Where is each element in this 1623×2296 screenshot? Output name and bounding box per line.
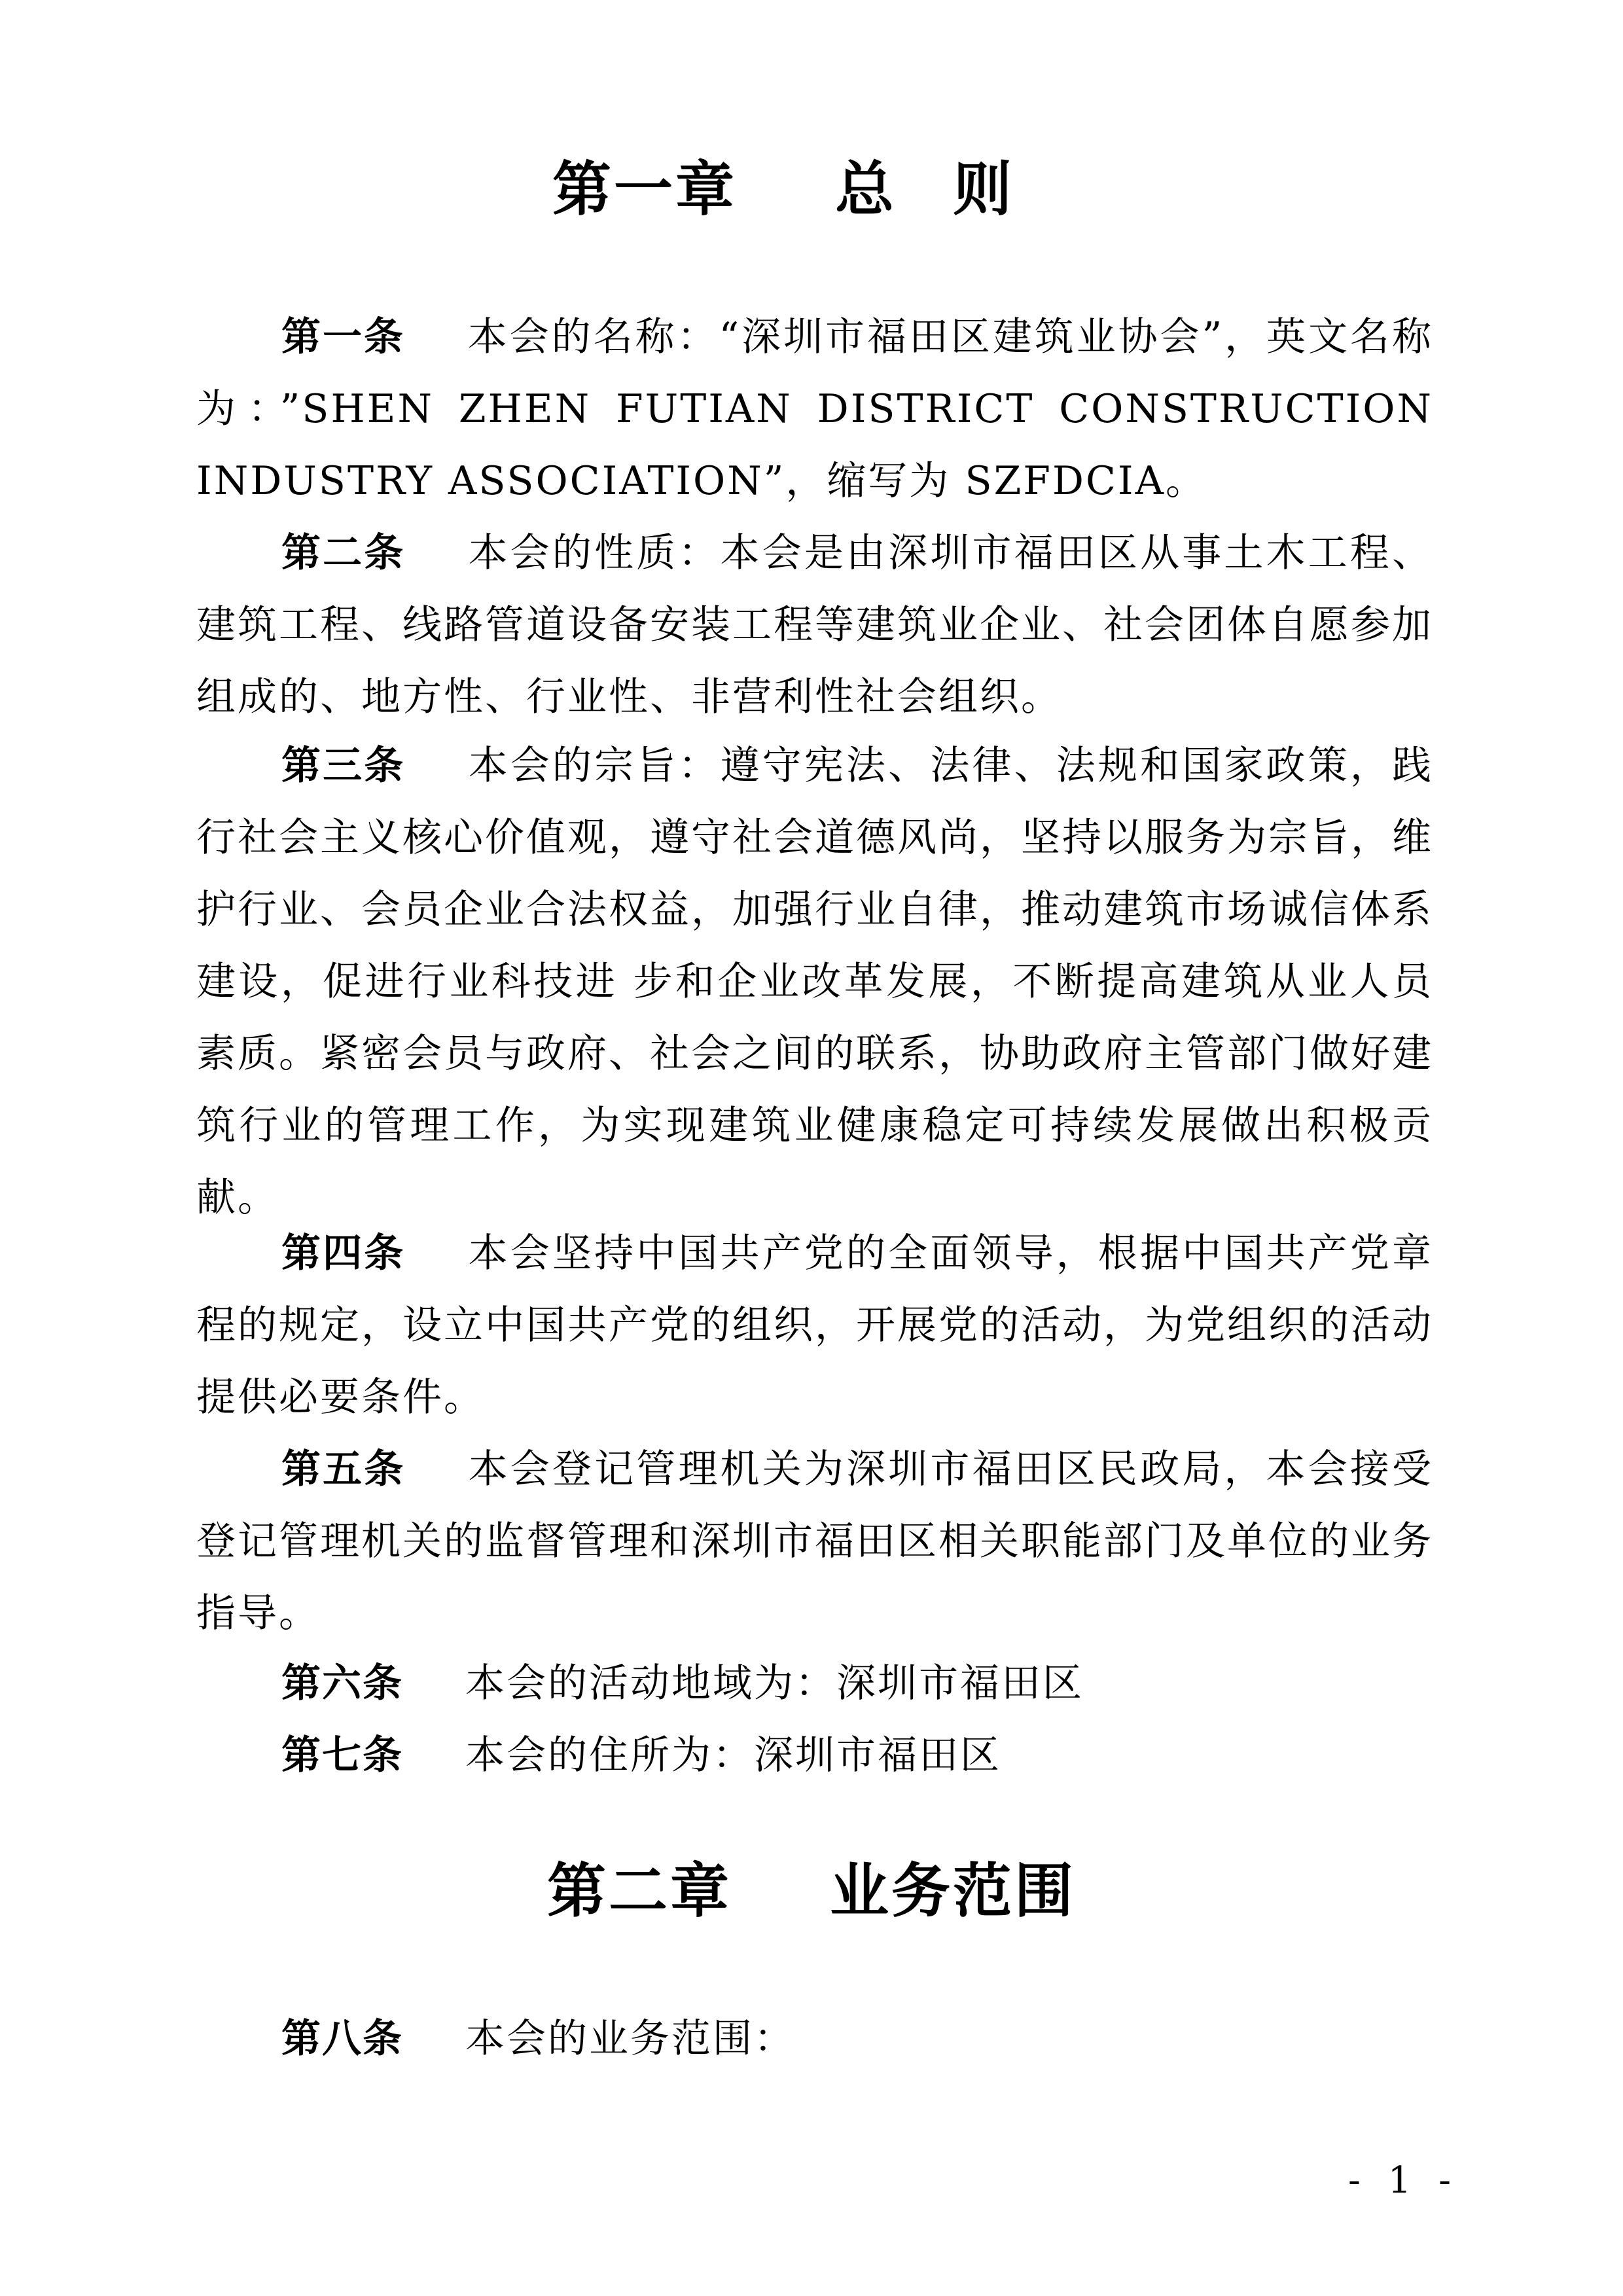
article-number: 第四条 — [281, 1230, 406, 1276]
page-number: - 1 - — [1348, 2159, 1459, 2202]
article-number: 第五条 — [281, 1446, 406, 1492]
chapter-name: 业务范围 — [830, 1857, 1076, 1926]
article-8 — [196, 2003, 1433, 2075]
article-text: 本会的住所为：深圳市福田区 — [465, 1732, 1001, 1778]
article-number: 第一条 — [281, 314, 405, 360]
article-text: 本会的性质：本会是由深圳市福田区从事土木工程、建筑工程、线路管道设备安装工程等建筑业企业、社会团体自愿参加组成的、地方性、行业性、非营利性社会组织。 — [196, 530, 1434, 720]
article-7 — [196, 1719, 1433, 1791]
chapter-name: 总则 — [835, 155, 1071, 224]
article-5 — [196, 1433, 1433, 1649]
article-2 — [196, 517, 1433, 733]
article-6 — [196, 1647, 1433, 1719]
article-text: 本会坚持中国共产党的全面领导，根据中国共产党章程的规定，设立中国共产党的组织，开展党的活动，为党组织的活动提供必要条件。 — [196, 1230, 1434, 1420]
article-number: 第六条 — [281, 1660, 403, 1706]
article-text: 本会的活动地域为：深圳市福田区 — [465, 1660, 1084, 1706]
article-number: 第三条 — [281, 743, 406, 789]
article-text: 本会的名称：“深圳市福田区建筑业协会”，英文名称为：”SHEN ZHEN FUTIAN DISTRICT CONSTRUCTION INDUSTRY ASSOCIATION”，缩写为 SZFDCIA。 — [196, 314, 1433, 504]
article-text: 本会的业务范围： — [465, 2016, 795, 2062]
article-text: 本会的宗旨：遵守宪法、法律、法规和国家政策，践行社会主义核心价值观，遵守社会道德风尚，坚持以服务为宗旨，维护行业、会员企业合法权益，加强行业自律，推动建筑市场诚信体系建设，促进行业科技进 步和企业改革发展，不断提高建筑从业人员素质。紧密会员与政府、社会之间的联系，协助政府主管部门做好建筑行业的管理工作，为实现建筑业健康稳定可持续发展做出积极贡献。 — [196, 743, 1434, 1221]
chapter-number: 第一章 — [552, 155, 737, 224]
article-number: 第八条 — [281, 2016, 403, 2062]
article-text: 本会登记管理机关为深圳市福田区民政局，本会接受登记管理机关的监督管理和深圳市福田区相关职能部门及单位的业务指导。 — [196, 1446, 1434, 1636]
chapter-title — [0, 1852, 1623, 1931]
chapter-title — [0, 151, 1623, 229]
article-1 — [196, 301, 1433, 517]
article-number: 第二条 — [281, 530, 406, 576]
chapter-number: 第二章 — [547, 1857, 732, 1926]
article-4 — [196, 1217, 1433, 1433]
article-number: 第七条 — [281, 1732, 403, 1778]
article-3 — [196, 730, 1433, 1234]
